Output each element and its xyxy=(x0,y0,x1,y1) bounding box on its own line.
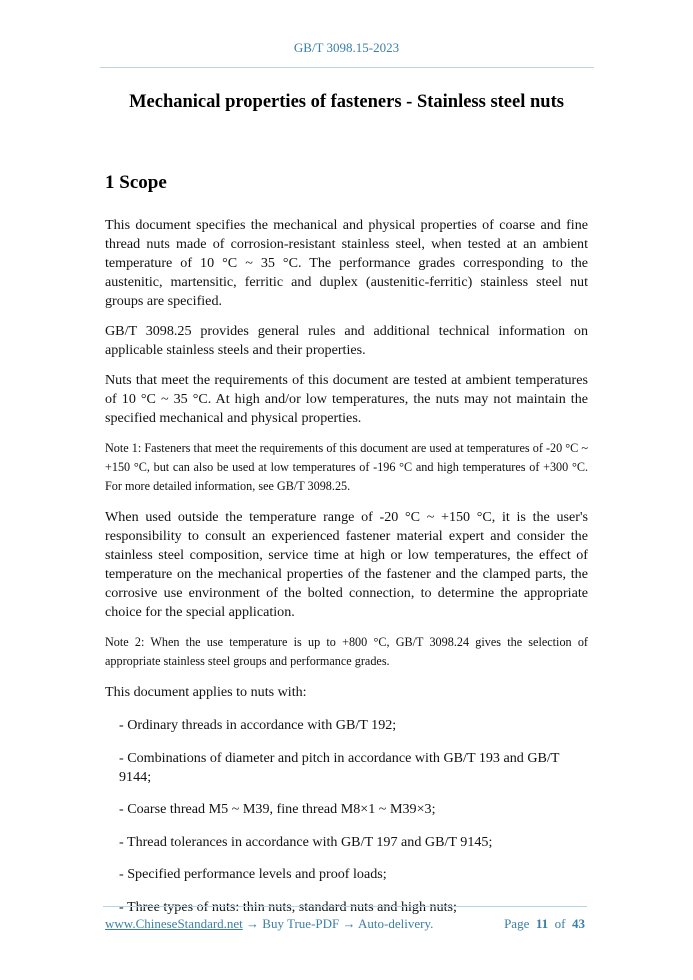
footer-promo xyxy=(105,916,433,932)
note-2: Note 2: When the use temperature is up to +800 °C, GB/T 3098.24 gives the selection of appropriate stainless steel groups and performance grades. xyxy=(105,635,588,668)
section-heading: 1 Scope xyxy=(105,172,167,193)
running-header: GB/T 3098.15-2023 xyxy=(293,40,400,55)
paragraph: GB/T 3098.25 provides general rules and additional technical information on applicable stainless steels and their properties. xyxy=(105,323,588,358)
list-item: - Three types of nuts: thin nuts, standard nuts and high nuts; xyxy=(119,898,457,915)
paragraph: When used outside the temperature range of -20 °C ~ +150 °C, it is the user's responsibility to consult an experienced fastener material expert and consider the stainless steel composition, service time at high or low temperatures, the effect of temperature on the mechanical properties of the fastener and the clamped parts, the corrosive use environment of the bolted connection, to determine the appropriate choice for the special application. xyxy=(105,509,588,620)
section-scope xyxy=(105,172,588,930)
page-of: of xyxy=(554,916,566,931)
list-item: - Coarse thread M5 ~ M39, fine thread M8×1 ~ M39×3; xyxy=(119,801,436,817)
list-item: - Ordinary threads in accordance with GB/T 192; xyxy=(119,717,397,733)
list-item: - Specified performance levels and proof loads; xyxy=(119,866,387,882)
page-label: Page xyxy=(504,916,530,931)
list-item: - Combinations of diameter and pitch in accordance with GB/T 193 and GB/T 9144; xyxy=(119,749,560,785)
header-divider xyxy=(100,67,594,68)
arrow-icon: → xyxy=(246,916,260,931)
delivery-text: Auto-delivery. xyxy=(358,916,434,931)
applies-intro: This document applies to nuts with: xyxy=(105,684,307,700)
paragraph: This document specifies the mechanical and physical properties of coarse and fine thread nuts made of corrosion-resistant stainless steel, when tested at an ambient temperature of 10 °C ~ 35 °C. The performance grades corresponding to the austenitic, martensitic, ferritic and duplex (austenitic-ferritic) stainless steel nut groups are specified. xyxy=(105,217,588,309)
list-item: - Thread tolerances in accordance with GB/T 197 and GB/T 9145; xyxy=(119,833,493,850)
page-current: 11 xyxy=(535,916,549,931)
buy-text: Buy True-PDF xyxy=(262,916,340,931)
website-link[interactable]: www.ChineseStandard.net xyxy=(105,916,243,931)
paragraph: Nuts that meet the requirements of this document are tested at ambient temperatures of 10 °C ~ 35 °C. At high and/or low temperatures, the nuts may not maintain the specified mechanical and physical properties. xyxy=(105,372,588,426)
page-total: 43 xyxy=(572,916,585,931)
page-number xyxy=(504,916,585,932)
document-title: Mechanical properties of fasteners - Stainless steel nuts xyxy=(129,92,564,112)
arrow-icon: → xyxy=(342,916,356,931)
note-1: Note 1: Fasteners that meet the requirements of this document are used at temperatures of -20 °C ~ +150 °C, but can also be used at low temperatures of -196 °C and high temperatures of +300 °C. For more detailed information, see GB/T 3098.25. xyxy=(105,441,588,493)
applies-list xyxy=(105,716,588,917)
footer-divider xyxy=(103,906,587,907)
